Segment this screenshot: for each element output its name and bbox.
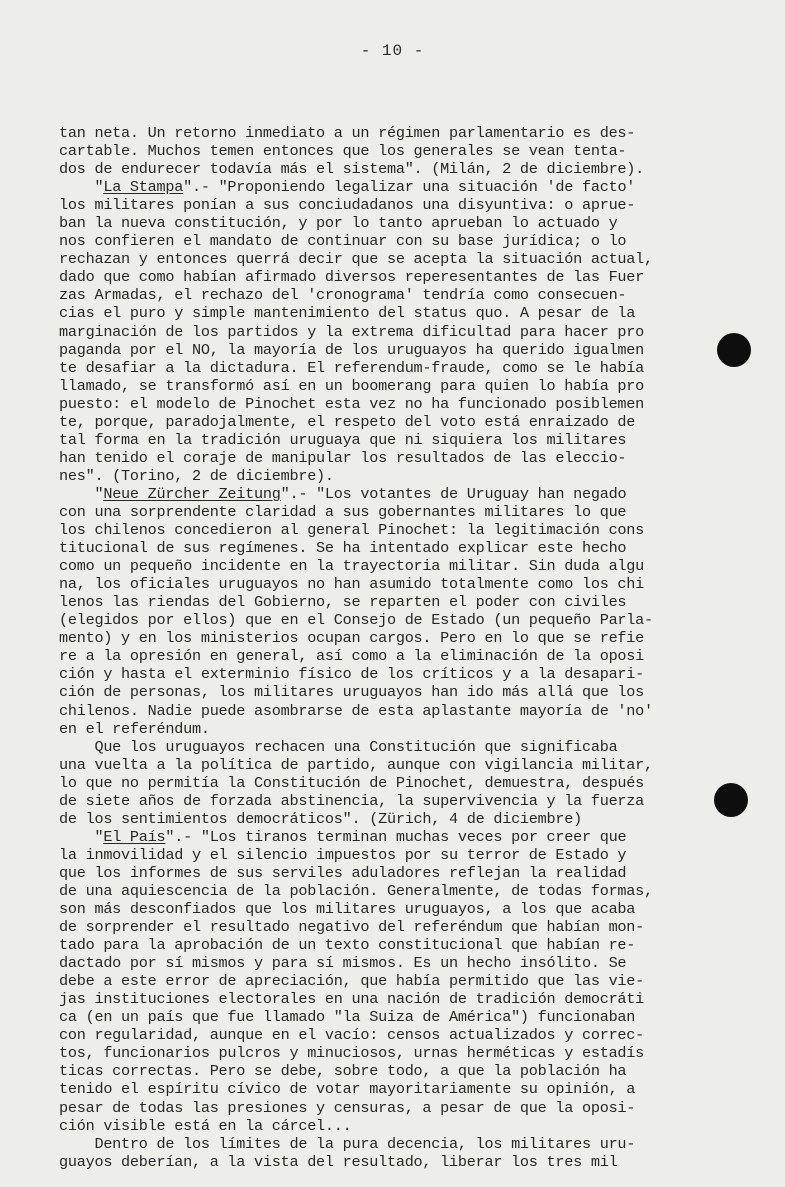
text-line: ticas correctas. Pero se debe, sobre todo, a que la población ha xyxy=(59,1062,627,1081)
text-line: ción visible está en la cárcel... xyxy=(59,1116,352,1135)
text-line: con una sorprendente claridad a sus gobernantes militares lo que xyxy=(59,502,627,521)
text-line: re a la opresión en general, así como a la eliminación de la oposi xyxy=(59,647,645,666)
text-line: cartable. Muchos temen entonces que los generales se vean tenta- xyxy=(59,142,627,161)
text-line: ca (en un país que fue llamado "la Suiza de América") funcionaban xyxy=(59,1008,636,1027)
text-line: que los informes de sus serviles aduladores reflejan la realidad xyxy=(59,863,627,882)
source-title-nzz: Neue Zürcher Zeitung xyxy=(103,484,281,503)
text-line: de los sentimientos democráticos". (Zürich, 4 de diciembre) xyxy=(59,809,582,828)
text-line: paganda por el NO, la mayoría de los uruguayos ha querido igualmen xyxy=(59,340,645,359)
text-line: una vuelta a la política de partido, aunque con vigilancia militar, xyxy=(59,755,653,774)
source-intro: ".- "Proponiendo legalizar una situación 'de facto' xyxy=(183,178,636,197)
text-line: Dentro de los límites de la pura decencia, los militares uru- xyxy=(59,1134,636,1153)
text-line: con regularidad, aunque en el vacío: censos actualizados y correc- xyxy=(59,1026,645,1045)
text-line: la inmovilidad y el silencio impuestos por su terror de Estado y xyxy=(59,845,627,864)
source-title-el-pais: El País xyxy=(103,827,166,846)
text-line: han tenido el coraje de manipular los resultados de las eleccio- xyxy=(59,448,627,467)
source-title-la-stampa: La Stampa xyxy=(103,178,184,197)
text-line: son más desconfiados que los militares uruguayos, a los que acaba xyxy=(59,900,636,919)
text-line: tan neta. Un retorno inmediato a un régimen parlamentario es des- xyxy=(59,124,636,142)
text-line: Que los uruguayos rechacen una Constitución que significaba xyxy=(59,737,618,756)
page-number: - 10 - xyxy=(360,42,425,60)
text-line: mento) y en los ministerios ocupan cargos. Pero en lo que se refie xyxy=(59,629,645,648)
text-line: debe a este error de apreciación, que había permitido que las vie- xyxy=(59,972,645,991)
source-indent: " xyxy=(59,484,104,503)
text-line: dado que como habían afirmado diversos reperesentantes de las Fuer xyxy=(59,268,645,287)
source-line-la-stampa xyxy=(59,178,739,196)
text-line: cias el puro y simple mantenimiento del status quo. A pesar de la xyxy=(59,304,636,323)
text-line: (elegidos por ellos) que en el Consejo de Estado (un pequeño Parla- xyxy=(59,611,653,630)
text-line: dactado por sí mismos y para sí mismos. Es un hecho insólito. Se xyxy=(59,954,627,973)
text-line: te desafiar a la dictadura. El referendum-fraude, como se le había xyxy=(59,358,645,377)
text-line: na, los oficiales uruguayos no han asumido totalmente como los chi xyxy=(59,575,645,594)
text-line: ban la nueva constitución, y por lo tanto aprueban lo actuado y xyxy=(59,214,618,233)
text-line: de sorprender el resultado negativo del referéndum que habían mon- xyxy=(59,918,645,937)
source-line-nzz xyxy=(59,485,739,503)
text-line: en el referéndum. xyxy=(59,719,210,738)
text-line: zas Armadas, el rechazo del 'cronograma' tendría como consecuen- xyxy=(59,286,627,305)
text-line: lenos las riendas del Gobierno, se reparten el poder con civiles xyxy=(59,593,627,612)
text-line: ción y hasta el exterminio físico de los críticos y a la desapari- xyxy=(59,665,645,684)
text-line: nes". (Torino, 2 de diciembre). xyxy=(59,466,334,485)
text-line: tado para la aprobación de un texto constitucional que habían re- xyxy=(59,936,636,955)
text-line: los chilenos concedieron al general Pinochet: la legitimación cons xyxy=(59,521,645,540)
text-line: puesto: el modelo de Pinochet esta vez no ha funcionado posiblemen xyxy=(59,394,645,413)
text-line: de una aquiescencia de la población. Generalmente, de todas formas, xyxy=(59,881,653,900)
source-indent: " xyxy=(59,178,104,197)
text-line: te, porque, paradojalmente, el respeto del voto está enraizado de xyxy=(59,412,636,431)
text-line: pesar de todas las presiones y censuras, a pesar de que la oposi- xyxy=(59,1098,636,1117)
text-line: guayos deberían, a la vista del resultado, liberar los tres mil xyxy=(59,1152,618,1171)
text-line: titucional de sus regímenes. Se ha intentado explicar este hecho xyxy=(59,539,627,558)
punch-hole xyxy=(714,783,748,817)
text-line: tal forma en la tradición uruguaya que ni siquiera los militares xyxy=(59,430,627,449)
text-line: tenido el espíritu cívico de votar mayoritariamente su opinión, a xyxy=(59,1080,636,1099)
text-line: dos de endurecer todavía más el sistema". (Milán, 2 de diciembre). xyxy=(59,160,645,179)
source-line-el-pais xyxy=(59,828,739,846)
text-line: de siete años de forzada abstinencia, la supervivencia y la fuerza xyxy=(59,791,645,810)
text-line: chilenos. Nadie puede asombrarse de esta aplastante mayoría de 'no' xyxy=(59,701,653,720)
text-line: llamado, se transformó así en un boomerang para quien lo había pro xyxy=(59,376,645,395)
text-line: lo que no permitía la Constitución de Pinochet, demuestra, después xyxy=(59,773,645,792)
text-line: nos confieren el mandato de continuar con su base jurídica; o lo xyxy=(59,232,627,251)
text-line: como un pequeño incidente en la trayectoria militar. Sin duda algu xyxy=(59,557,645,576)
punch-hole xyxy=(717,333,751,367)
text-line: tos, funcionarios pulcros y minuciosos, urnas herméticas y estadís xyxy=(59,1044,645,1063)
source-intro: ".- "Los tiranos terminan muchas veces por creer que xyxy=(165,827,627,846)
source-intro: ".- "Los votantes de Uruguay han negado xyxy=(280,484,627,503)
text-line: rechazan y entonces querrá decir que se acepta la situación actual, xyxy=(59,250,653,269)
text-line: jas instituciones electorales en una nación de tradición democráti xyxy=(59,990,645,1009)
text-line: marginación de los partidos y la extrema dificultad para hacer pro xyxy=(59,322,645,341)
text-line: los militares ponían a sus conciudadanos una disyuntiva: o aprue- xyxy=(59,196,636,215)
source-indent: " xyxy=(59,827,104,846)
text-line: ción de personas, los militares uruguayos han ido más allá que los xyxy=(59,683,645,702)
body-text xyxy=(59,124,739,1171)
